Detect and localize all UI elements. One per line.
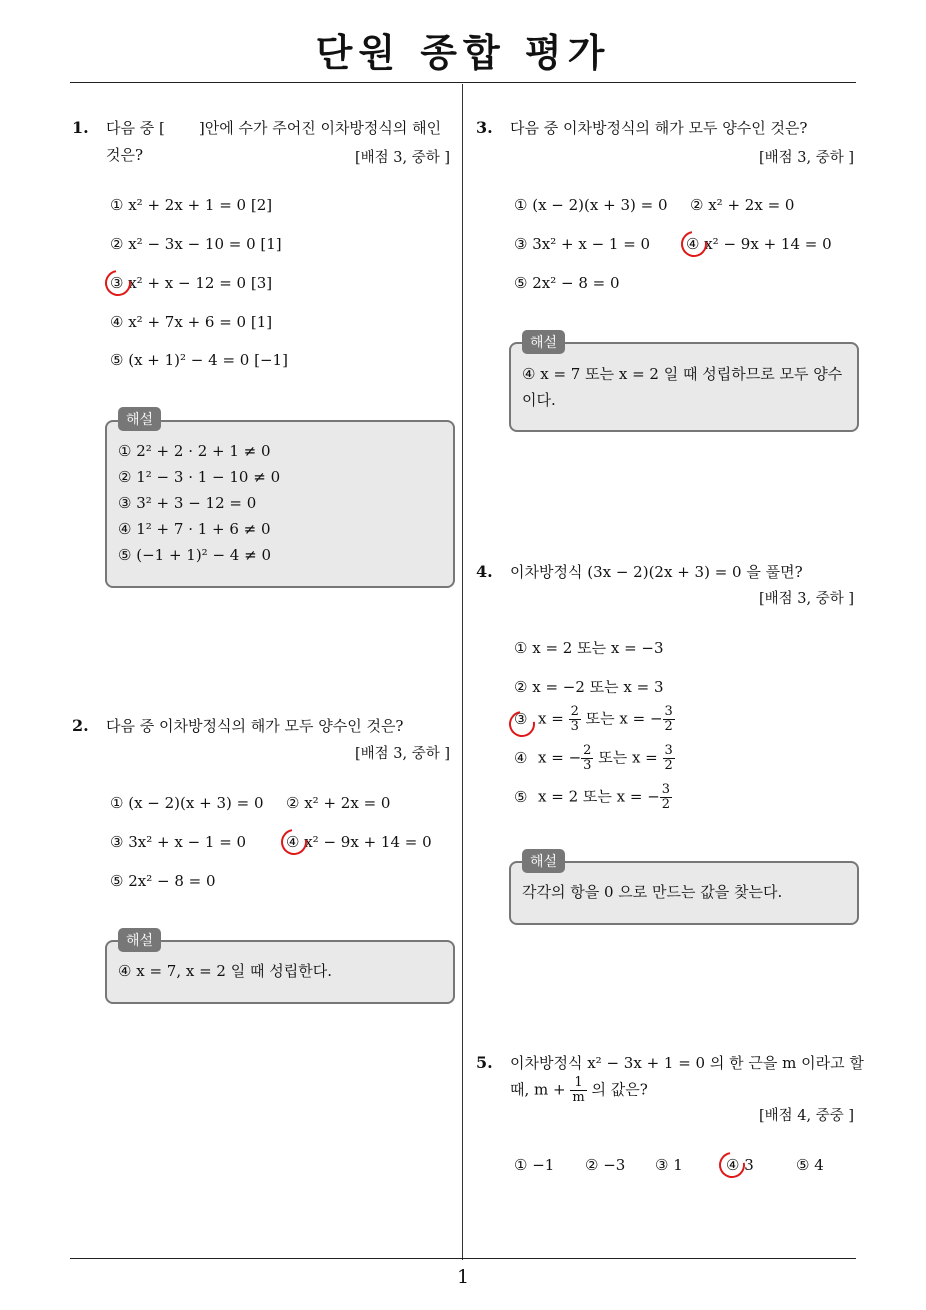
option-5[interactable] bbox=[514, 783, 672, 812]
option-3[interactable]: ③ 3x² + x − 1 = 0 bbox=[110, 833, 247, 851]
score-label: [배점 3, 중하 ] bbox=[354, 150, 450, 166]
denominator: 2 bbox=[664, 758, 673, 773]
numerator: 3 bbox=[664, 743, 673, 758]
score-label: [배점 3, 중하 ] bbox=[354, 746, 450, 762]
question-number: 5. bbox=[476, 1053, 493, 1072]
option-text: x = bbox=[538, 709, 564, 728]
option-4[interactable]: ④ 3 bbox=[726, 1156, 754, 1174]
page-title: 단원 종합 평가 bbox=[315, 31, 611, 75]
fraction bbox=[569, 705, 581, 734]
question-text-part: 때, m + bbox=[510, 1080, 566, 1099]
question-number: 1. bbox=[72, 118, 89, 137]
option-3[interactable] bbox=[514, 705, 675, 734]
solution-tag: 해설 bbox=[522, 849, 565, 873]
option-3[interactable]: ③ x² + x − 12 = 0 [3] bbox=[110, 274, 273, 292]
option-1[interactable]: ① x² + 2x + 1 = 0 [2] bbox=[110, 196, 273, 214]
top-rule bbox=[70, 82, 856, 83]
denominator: 3 bbox=[583, 758, 592, 773]
option-text: x = − bbox=[538, 748, 582, 767]
question-text: 다음 중 이차방정식의 해가 모두 양수인 것은? bbox=[106, 717, 404, 735]
option-4[interactable]: ④ x² − 9x + 14 = 0 bbox=[686, 235, 832, 253]
score-label: [배점 4, 중중 ] bbox=[758, 1108, 854, 1124]
question-number: 3. bbox=[476, 118, 493, 137]
option-3[interactable]: ③ 1 bbox=[655, 1156, 683, 1174]
solution-line: 이다. bbox=[522, 391, 556, 409]
option-2[interactable]: ② −3 bbox=[585, 1156, 626, 1174]
question-text-part: 다음 중 [ bbox=[106, 119, 165, 137]
numerator: 2 bbox=[570, 704, 579, 719]
fraction bbox=[660, 783, 672, 812]
option-5[interactable]: ⑤ (x + 1)² − 4 = 0 [−1] bbox=[110, 351, 288, 369]
numerator: 3 bbox=[664, 704, 673, 719]
solution-line: ⑤ (−1 + 1)² − 4 ≠ 0 bbox=[118, 546, 271, 564]
option-marker: ⑤ bbox=[514, 787, 528, 806]
option-2[interactable]: ② x² − 3x − 10 = 0 [1] bbox=[110, 235, 282, 253]
question-number: 2. bbox=[72, 716, 89, 735]
option-4[interactable]: ④ x² + 7x + 6 = 0 [1] bbox=[110, 313, 273, 331]
fraction bbox=[663, 705, 675, 734]
bottom-rule bbox=[70, 1258, 856, 1259]
option-5[interactable]: ⑤ 2x² − 8 = 0 bbox=[110, 872, 216, 890]
question-text-part: 것은? bbox=[106, 146, 144, 164]
question-text-part: ]안에 수가 주어진 이차방정식의 해인 bbox=[198, 119, 442, 137]
question-number: 4. bbox=[476, 562, 493, 581]
solution-line: ① 2² + 2 · 2 + 1 ≠ 0 bbox=[118, 442, 271, 460]
option-text: 또는 x = − bbox=[585, 709, 663, 728]
option-1[interactable]: ① (x − 2)(x + 3) = 0 bbox=[514, 196, 668, 214]
answer-circle-mark bbox=[714, 1147, 750, 1183]
fraction bbox=[570, 1076, 586, 1105]
page-number: 1 bbox=[456, 1266, 470, 1288]
question-text: 이차방정식 (3x − 2)(2x + 3) = 0 을 풀면? bbox=[510, 563, 803, 581]
option-1[interactable]: ① x = 2 또는 x = −3 bbox=[514, 639, 664, 657]
denominator: 3 bbox=[570, 719, 579, 734]
column-divider bbox=[462, 84, 463, 1260]
denominator: m bbox=[572, 1090, 585, 1105]
option-2[interactable]: ② x² + 2x = 0 bbox=[286, 794, 391, 812]
answer-circle-mark bbox=[100, 265, 136, 301]
solution-line: ② 1² − 3 · 1 − 10 ≠ 0 bbox=[118, 468, 281, 486]
option-marker: ④ bbox=[514, 748, 528, 767]
denominator: 2 bbox=[664, 719, 673, 734]
option-2[interactable]: ② x = −2 또는 x = 3 bbox=[514, 678, 664, 696]
question-text bbox=[510, 1076, 648, 1105]
solution-line: ④ x = 7, x = 2 일 때 성립한다. bbox=[118, 962, 332, 980]
solution-line: ④ x = 7 또는 x = 2 일 때 성립하므로 모두 양수 bbox=[522, 365, 843, 383]
option-text: 또는 x = bbox=[598, 748, 658, 767]
option-4[interactable] bbox=[514, 744, 675, 773]
option-4[interactable]: ④ x² − 9x + 14 = 0 bbox=[286, 833, 432, 851]
question-text: 다음 중 이차방정식의 해가 모두 양수인 것은? bbox=[510, 119, 808, 137]
solution-line: 각각의 항을 0 으로 만드는 값을 찾는다. bbox=[522, 883, 783, 901]
solution-box bbox=[509, 342, 859, 432]
question-text-part: 의 값은? bbox=[591, 1080, 648, 1099]
numerator: 1 bbox=[570, 1076, 586, 1091]
solution-line: ③ 3² + 3 − 12 = 0 bbox=[118, 494, 257, 512]
score-label: [배점 3, 중하 ] bbox=[758, 591, 854, 607]
denominator: 2 bbox=[661, 797, 671, 812]
solution-line: ④ 1² + 7 · 1 + 6 ≠ 0 bbox=[118, 520, 271, 538]
option-1[interactable]: ① (x − 2)(x + 3) = 0 bbox=[110, 794, 264, 812]
answer-circle-mark bbox=[276, 824, 312, 860]
option-3[interactable]: ③ 3x² + x − 1 = 0 bbox=[514, 235, 651, 253]
question-text: 이차방정식 x² − 3x + 1 = 0 의 한 근을 m 이라고 할 bbox=[510, 1054, 864, 1072]
option-marker: ③ bbox=[514, 709, 528, 728]
numerator: 3 bbox=[661, 782, 671, 797]
fraction bbox=[581, 744, 593, 773]
answer-circle-mark bbox=[676, 226, 712, 262]
solution-tag: 해설 bbox=[118, 407, 161, 431]
numerator: 2 bbox=[583, 743, 592, 758]
option-text: x = 2 또는 x = − bbox=[538, 787, 660, 806]
option-1[interactable]: ① −1 bbox=[514, 1156, 555, 1174]
fraction bbox=[663, 744, 675, 773]
score-label: [배점 3, 중하 ] bbox=[758, 150, 854, 166]
option-2[interactable]: ② x² + 2x = 0 bbox=[690, 196, 795, 214]
solution-tag: 해설 bbox=[118, 928, 161, 952]
option-5[interactable]: ⑤ 2x² − 8 = 0 bbox=[514, 274, 620, 292]
option-5[interactable]: ⑤ 4 bbox=[796, 1156, 824, 1174]
solution-tag: 해설 bbox=[522, 330, 565, 354]
